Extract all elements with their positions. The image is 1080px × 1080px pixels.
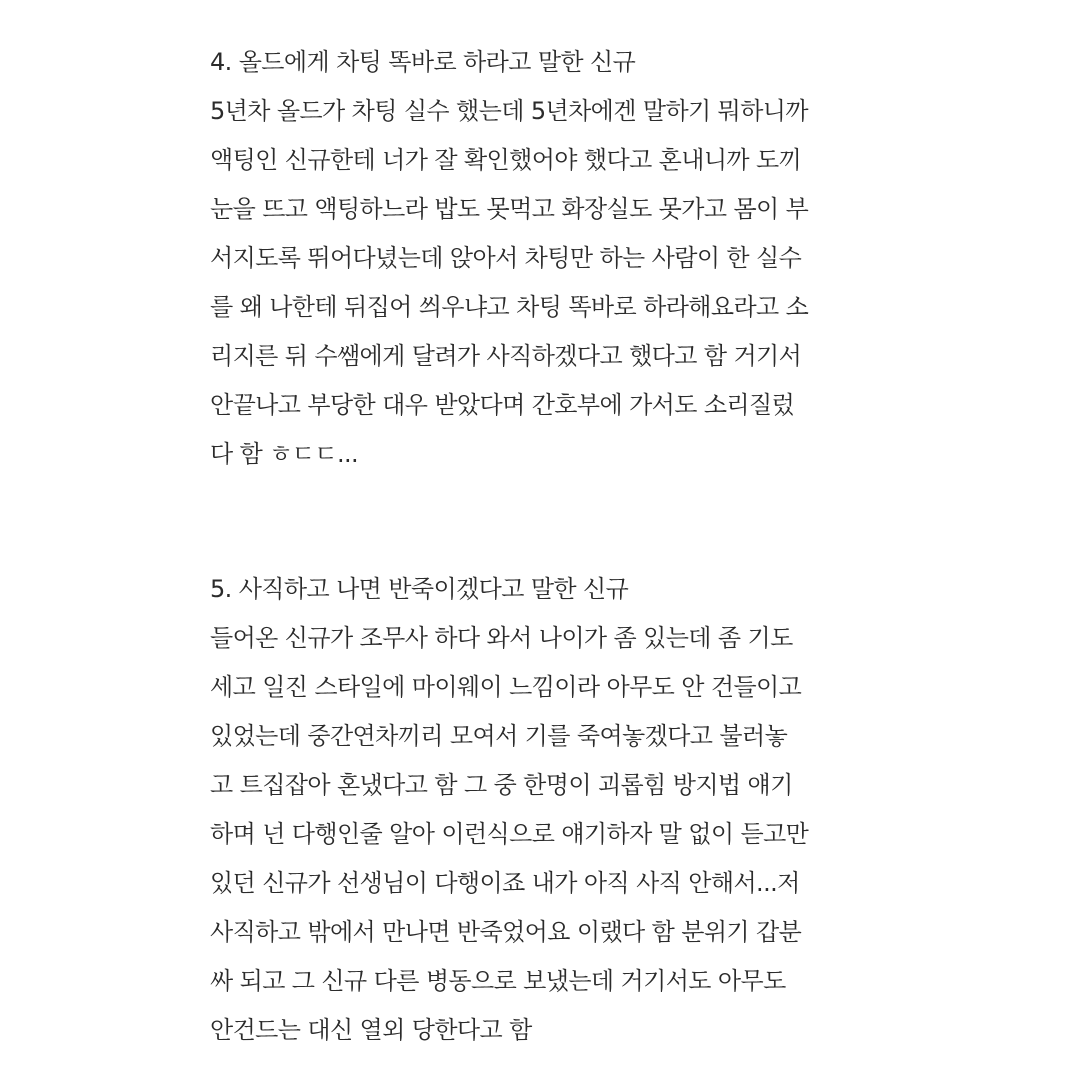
paragraph-line: 5년차 올드가 차팅 실수 했는데 5년차에겐 말하기 뭐하니까: [210, 97, 808, 125]
story-section-5: [210, 565, 870, 1055]
paragraph-line: 있었는데 중간연차끼리 모여서 기를 죽여놓겠다고 불러놓: [210, 722, 788, 750]
paragraph-line: 고 트집잡아 혼냈다고 함 그 중 한명이 괴롭힘 방지법 얘기: [210, 771, 793, 799]
paragraph-line: 눈을 뜨고 액팅하느라 밥도 못먹고 화장실도 못가고 몸이 부: [210, 195, 809, 223]
story-section-4: [210, 38, 870, 479]
paragraph-line: 를 왜 나한테 뒤집어 씌우냐고 차팅 똑바로 하라해요라고 소: [210, 293, 809, 321]
paragraph-line: 안건드는 대신 열외 당한다고 함: [210, 1016, 532, 1044]
paragraph-line: 세고 일진 스타일에 마이웨이 느낌이라 아무도 안 건들이고: [210, 673, 802, 701]
paragraph-line: 사직하고 밖에서 만나면 반죽었어요 이랬다 함 분위기 갑분: [210, 918, 802, 946]
paragraph-line: 안끝나고 부당한 대우 받았다며 간호부에 가서도 소리질렀: [210, 391, 795, 419]
section-title: 5. 사직하고 나면 반죽이겠다고 말한 신규: [210, 575, 629, 603]
paragraph-line: 다 함 ㅎㄷㄷ...: [210, 440, 359, 468]
section-title: 4. 올드에게 차팅 똑바로 하라고 말한 신규: [210, 48, 636, 76]
paragraph-line: 액팅인 신규한테 너가 잘 확인했어야 했다고 혼내니까 도끼: [210, 146, 802, 174]
paragraph-line: 싸 되고 그 신규 다른 병동으로 보냈는데 거기서도 아무도: [210, 967, 786, 995]
paragraph-line: 있던 신규가 선생님이 다행이죠 내가 아직 사직 안해서...저: [210, 869, 800, 897]
paragraph-line: 리지른 뒤 수쌤에게 달려가 사직하겠다고 했다고 함 거기서: [210, 342, 802, 370]
paragraph-line: 서지도록 뛰어다녔는데 앉아서 차팅만 하는 사람이 한 실수: [210, 244, 802, 272]
paragraph-line: 들어온 신규가 조무사 하다 와서 나이가 좀 있는데 좀 기도: [210, 624, 793, 652]
paragraph-line: 하며 넌 다행인줄 알아 이런식으로 얘기하자 말 없이 듣고만: [210, 820, 809, 848]
